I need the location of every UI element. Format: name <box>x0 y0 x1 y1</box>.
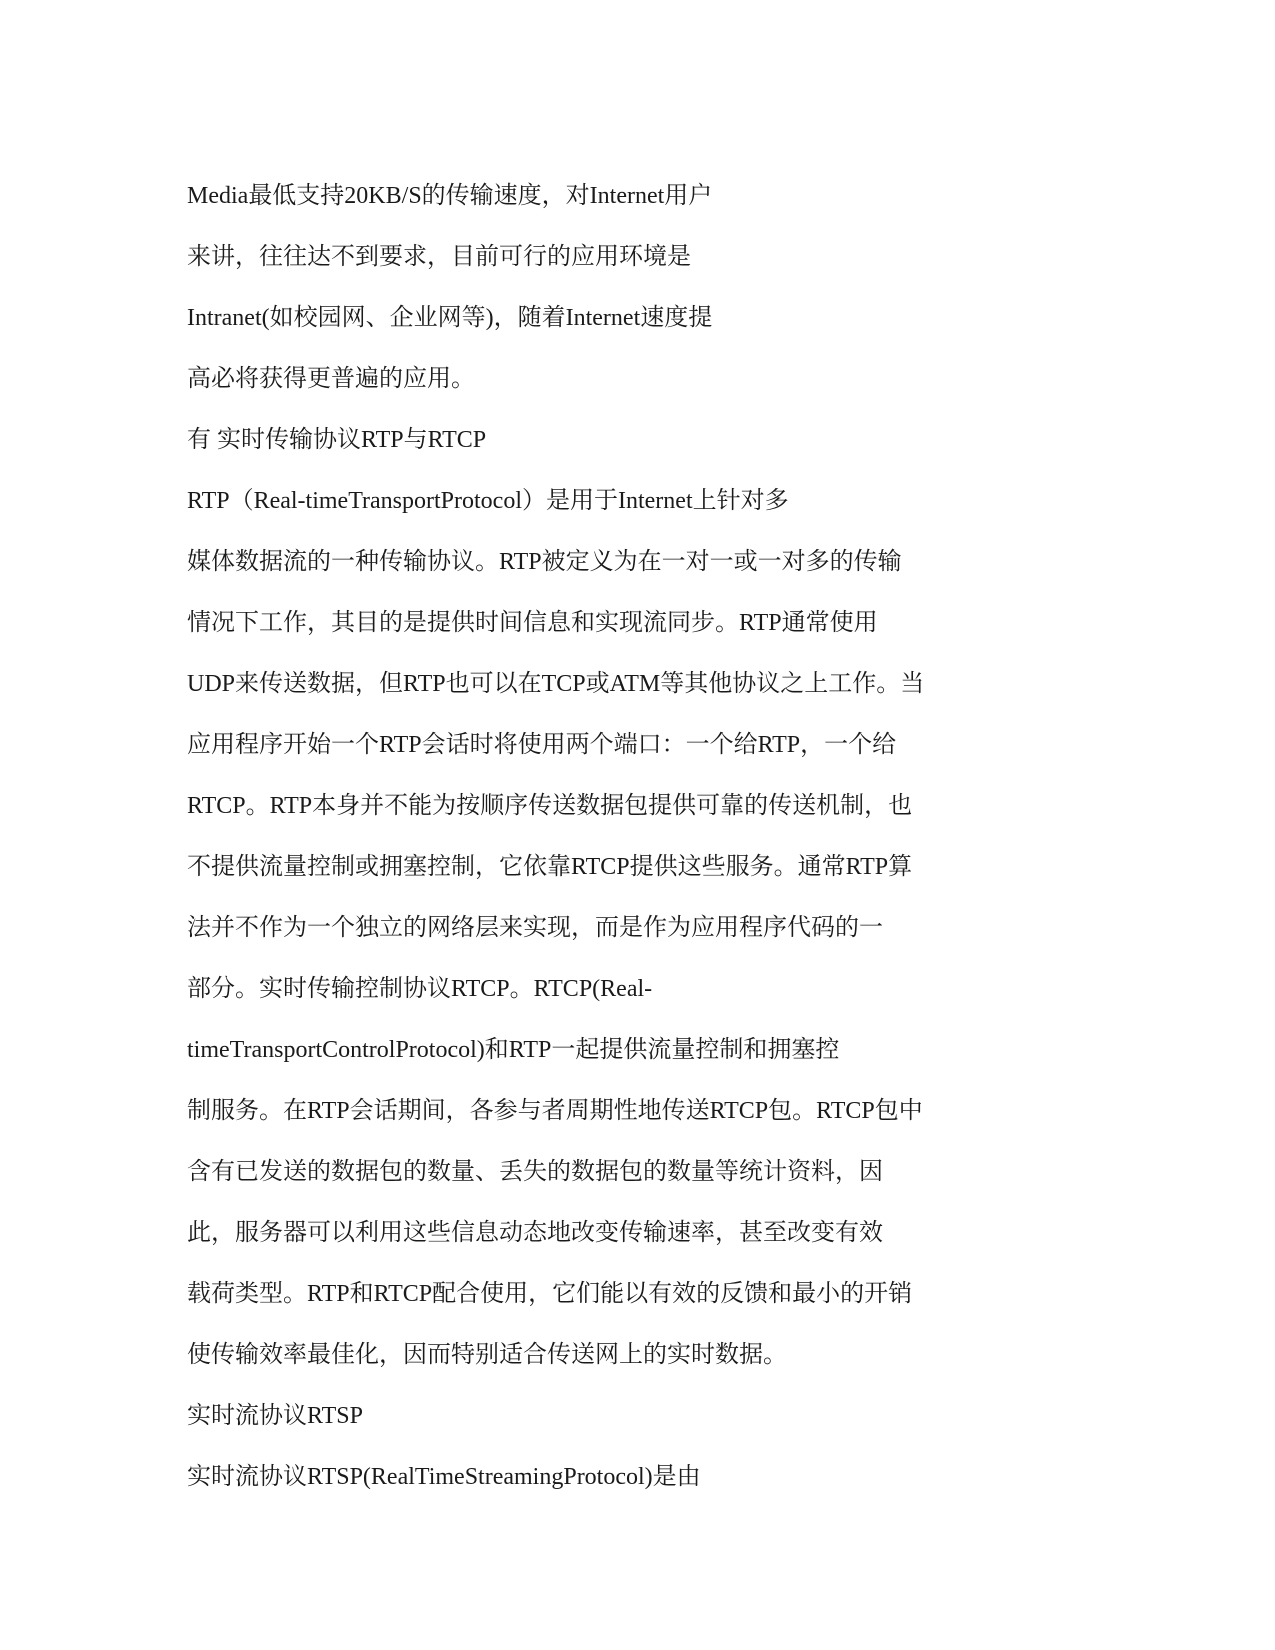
text-line: timeTransportControlProtocol)和RTP一起提供流量控制和拥塞控 <box>187 1037 840 1063</box>
text-line: 部分。实时传输控制协议RTCP。RTCP(Real- <box>187 976 653 1002</box>
text-line: RTP（Real-timeTransportProtocol）是用于Internet上针对多 <box>187 488 789 514</box>
text-line: 不提供流量控制或拥塞控制，它依靠RTCP提供这些服务。通常RTP算 <box>187 854 913 880</box>
text-line: 来讲，往往达不到要求，目前可行的应用环境是 <box>187 244 691 270</box>
text-line: 高必将获得更普遍的应用。 <box>187 366 475 392</box>
section-heading-rtsp: 实时流协议RTSP <box>187 1403 363 1429</box>
text-line: 使传输效率最佳化，因而特别适合传送网上的实时数据。 <box>187 1342 787 1368</box>
text-line: Media最低支持20KB/S的传输速度，对Internet用户 <box>187 183 713 209</box>
text-line: 情况下工作，其目的是提供时间信息和实现流同步。RTP通常使用 <box>187 610 878 636</box>
text-line: 载荷类型。RTP和RTCP配合使用，它们能以有效的反馈和最小的开销 <box>187 1281 913 1307</box>
text-line: UDP来传送数据，但RTP也可以在TCP或ATM等其他协议之上工作。当 <box>187 671 925 697</box>
text-line: 法并不作为一个独立的网络层来实现，而是作为应用程序代码的一 <box>187 915 883 941</box>
text-line: 制服务。在RTP会话期间，各参与者周期性地传送RTCP包。RTCP包中 <box>187 1098 923 1124</box>
text-line: 含有已发送的数据包的数量、丢失的数据包的数量等统计资料，因 <box>187 1159 883 1185</box>
document-body <box>187 166 987 1508</box>
text-line: 实时流协议RTSP(RealTimeStreamingProtocol)是由 <box>187 1464 701 1490</box>
text-line: Intranet(如校园网、企业网等)，随着Internet速度提 <box>187 305 713 331</box>
section-heading-rtp-rtcp: 有 实时传输协议RTP与RTCP <box>187 427 487 453</box>
text-line: 应用程序开始一个RTP会话时将使用两个端口：一个给RTP，一个给 <box>187 732 897 758</box>
text-line: 此，服务器可以利用这些信息动态地改变传输速率，甚至改变有效 <box>187 1220 883 1246</box>
text-line: 媒体数据流的一种传输协议。RTP被定义为在一对一或一对多的传输 <box>187 549 902 575</box>
text-line: RTCP。RTP本身并不能为按顺序传送数据包提供可靠的传送机制，也 <box>187 793 913 819</box>
